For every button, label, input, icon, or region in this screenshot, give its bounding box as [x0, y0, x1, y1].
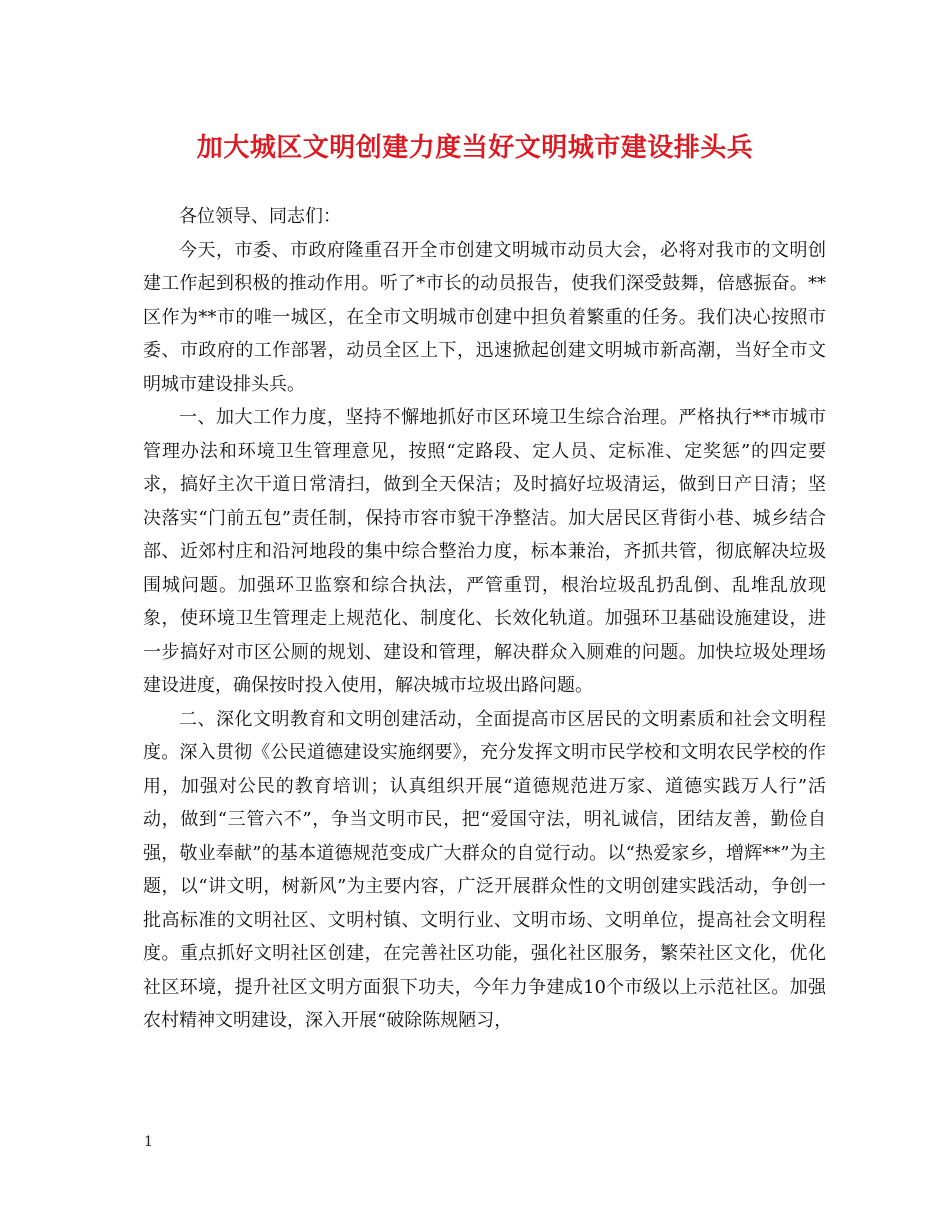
page-number: 1 [144, 1134, 153, 1150]
section-one-paragraph: 一、加大工作力度，坚持不懈地抓好市区环境卫生综合治理。严格执行**市城市管理办法和环境卫生管理意见，按照“定路段、定人员、定标准、定奖惩”的四定要求，搞好主次干道日常清扫，做到全天保洁；及时搞好垃圾清运，做到日产日清；坚决落实“门前五包”责任制，保持市容市貌干净整洁。加大居民区背街小巷、城乡结合部、近郊村庄和沿河地段的集中综合整治力度，标本兼治，齐抓共管，彻底解决垃圾围城问题。加强环卫监察和综合执法，严管重罚，根治垃圾乱扔乱倒、乱堆乱放现象，使环境卫生管理走上规范化、制度化、长效化轨道。加强环卫基础设施建设，进一步搞好对市区公厕的规划、建设和管理，解决群众入厕难的问题。加快垃圾处理场建设进度，确保按时投入使用，解决城市垃圾出路问题。 [143, 407, 826, 696]
salutation-paragraph: 各位领导、同志们： [179, 206, 341, 227]
intro-paragraph: 今天，市委、市政府隆重召开全市创建文明城市动员大会，必将对我市的文明创建工作起到积极的推动作用。听了*市长的动员报告，使我们深受鼓舞，倍感振奋。**区作为**市的唯一城区，在全市文明城市创建中担负着繁重的任务。我们决心按照市委、市政府的工作部署，动员全区上下，迅速掀起创建文明城市新高潮，当好全市文明城市建设排头兵。 [143, 239, 826, 395]
section-two-paragraph: 二、深化文明教育和文明创建活动，全面提高市区居民的文明素质和社会文明程度。深入贯彻《公民道德建设实施纲要》，充分发挥文明市民学校和文明农民学校的作用，加强对公民的教育培训；认真组织开展“道德规范进万家、道德实践万人行”活动，做到“三管六不”，争当文明市民，把“爱国守法，明礼诚信，团结友善，勤俭自强，敬业奉献”的基本道德规范变成广大群众的自觉行动。以“热爱家乡，增辉**”为主题，以“讲文明，树新风”为主要内容，广泛开展群众性的文明创建实践活动，争创一批高标准的文明社区、文明村镇、文明行业、文明市场、文明单位，提高社会文明程度。重点抓好文明社区创建，在完善社区功能，强化社区服务，繁荣社区文化，优化社区环境，提升社区文明方面狠下功夫，今年力争建成10个市级以上示范社区。加强农村精神文明建设，深入开展“破除陈规陋习， [143, 708, 826, 1031]
document-title: 加大城区文明创建力度当好文明城市建设排头兵 [196, 133, 754, 163]
document-body [143, 200, 826, 1038]
